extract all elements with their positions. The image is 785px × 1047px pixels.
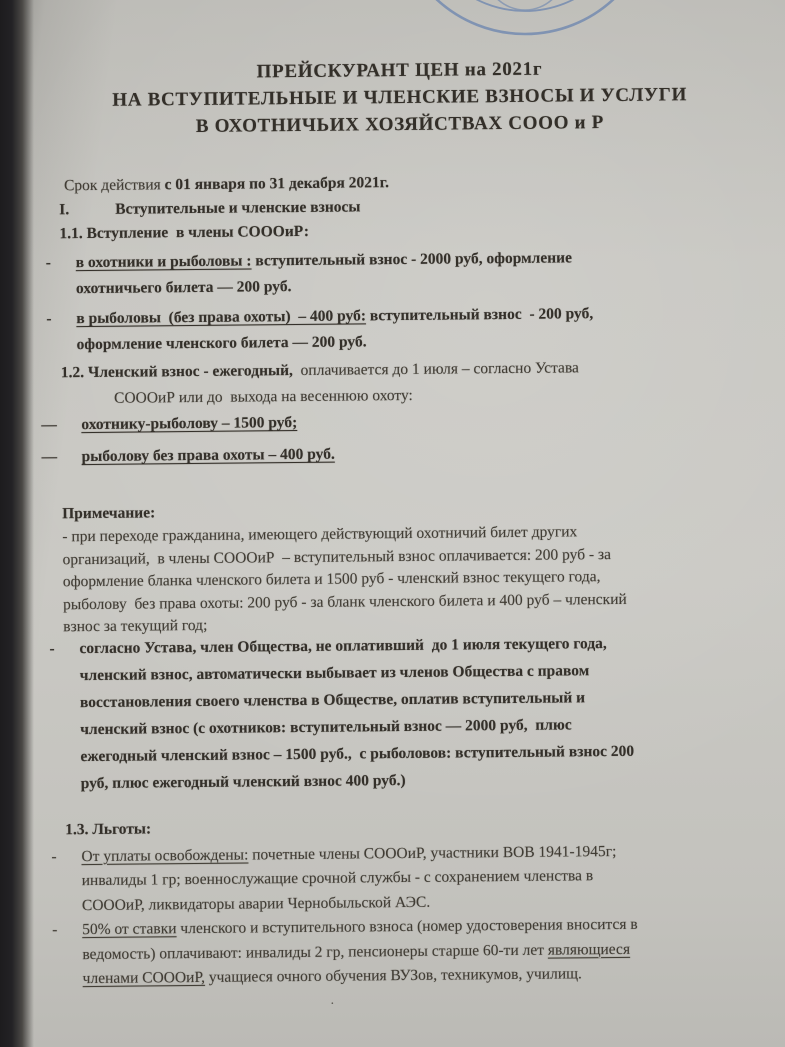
benefit-exempt xyxy=(51,838,749,918)
title-line-1: ПРЕЙСКУРАНТ ЦЕН на 2021г xyxy=(256,58,543,83)
text-line: - при переходе гражданина, имеющего действующий охотничий билет других xyxy=(62,523,578,546)
text-line: восстановления своего членства в Обществе, оплатив вступительный и xyxy=(79,688,586,711)
section-1-title: Вступительные и членские взносы xyxy=(115,198,361,218)
text-line: оформление членского билета — 200 руб. xyxy=(76,333,367,354)
clause-1-2-lead: 1.2. Членский взнос - ежегодный, xyxy=(60,362,293,382)
fee-item-text: охотнику-рыболову – 1500 руб; xyxy=(81,414,298,434)
bullet-hunters-fishers xyxy=(46,244,743,303)
text-line xyxy=(76,305,593,327)
title-line-2: НА ВСТУПИТЕЛЬНЫЕ И ЧЛЕНСКИЕ ВЗНОСЫ И УСЛУГИ xyxy=(112,84,688,111)
underlined-lead: 50% от ставки xyxy=(82,920,177,939)
clause-1-1: 1.1. Вступление в члены СОООиР: xyxy=(59,222,310,243)
dash-marker: — xyxy=(41,448,58,466)
bullet-marker: - xyxy=(51,847,57,865)
footer-mark: · xyxy=(330,997,335,1012)
text-line: СОООиР, ликвидаторы аварии Чернобыльской АЭС. xyxy=(81,893,431,914)
fee-item-text: рыболову без права охоты – 400 руб. xyxy=(81,445,335,466)
text-line: оформление бланка членского билета и 1500 руб - членский взнос текущего года, xyxy=(62,568,601,591)
text-line: СОООиР или до выхода на весеннюю охоту: xyxy=(113,386,413,407)
text-line: членский взнос, автоматически выбывает из членов Общества с правом xyxy=(79,661,590,684)
photo-edge-shadow xyxy=(0,0,34,1047)
text-line: руб, плюс ежегодный членский взнос 400 руб.) xyxy=(80,771,406,792)
bullet-marker: - xyxy=(52,921,58,939)
clause-1-3: 1.3. Льготы: xyxy=(65,819,152,838)
underlined-mid: являющиеся xyxy=(547,940,631,959)
text-line: инвалиды 1 гр; военнослужащие срочной службы - с сохранением членства в xyxy=(81,867,594,890)
line-rest: почетные члены СОООиР, участники ВОВ 1941-1945г; xyxy=(248,842,617,864)
validity-label: Срок действия xyxy=(63,176,161,195)
text-line xyxy=(81,842,616,864)
note-paragraph xyxy=(62,520,746,639)
text-line xyxy=(76,249,572,271)
text-line xyxy=(83,962,639,992)
document-title xyxy=(57,0,741,141)
underlined-lead: в рыболовы (без права охоты) – 400 руб: xyxy=(76,307,367,328)
bullet-marker: - xyxy=(45,254,52,272)
text-line: охотничьего билета — 200 руб. xyxy=(75,278,292,298)
dash-marker: — xyxy=(41,416,57,434)
underlined-lead: От уплаты освобождены: xyxy=(81,846,249,865)
line-rest: членского и вступительного взноса (номер удостоверения вносится в xyxy=(176,915,638,938)
document-content xyxy=(41,0,749,992)
line-rest: вступительный взнос - 2000 руб, оформление xyxy=(251,249,572,270)
clause-1-2 xyxy=(61,354,744,413)
clause-1-2-rest: оплачивается до 1 июля – согласно Устава xyxy=(292,359,579,380)
validity-value: с 01 января по 31 декабря 2021г. xyxy=(160,174,390,194)
underlined-lead: членами СОООиР, xyxy=(82,968,206,988)
line-rest: вступительный взнос - 200 руб, xyxy=(365,305,594,325)
bullet-marker: - xyxy=(46,310,52,328)
text-line xyxy=(82,916,638,938)
fee-item-fisher-no-hunt xyxy=(42,438,745,470)
fee-item-hunter-fisher xyxy=(41,406,744,438)
line-rest: учащиеся очного обучения ВУЗов, техникумов, училищ. xyxy=(204,965,582,986)
line-lead: ведомость) оплачивают: инвалиды 2 гр, пенсионеры старше 60-ти лет xyxy=(82,941,548,963)
bullet-marker: - xyxy=(49,639,55,657)
benefit-discount xyxy=(52,912,750,992)
text-line: членский взнос (с охотников: вступительный взнос — 2000 руб, плюс xyxy=(80,715,572,738)
benefit-text xyxy=(82,913,638,992)
note-heading: Примечание: xyxy=(62,504,156,523)
bullet-fishers-only xyxy=(46,300,743,359)
bullet-text xyxy=(76,301,593,358)
underlined-lead: в охотники и рыболовы : xyxy=(75,252,252,272)
charter-text xyxy=(79,629,634,796)
section-1-number: I. xyxy=(59,201,70,219)
text-line: взнос за текущий год; xyxy=(63,616,208,636)
benefit-text xyxy=(81,839,617,918)
text-line: организаций, в члены СОООиР – вступительный взнос оплачивается: 200 руб - за xyxy=(62,545,612,568)
title-line-3: В ОХОТНИЧЬИХ ХОЗЯЙСТВАХ СООО и Р xyxy=(195,112,605,137)
text-line: согласно Устава, член Общества, не оплативший до 1 июля текущего года, xyxy=(79,634,607,657)
text-line: рыболову без права охоты: 200 руб - за бланк членского билета и 400 руб – членский xyxy=(62,590,627,613)
bullet-text xyxy=(76,245,573,302)
charter-paragraph xyxy=(49,628,748,797)
text-line: ежегодный членский взнос – 1500 руб., с рыболовов: вступительный взнос 200 xyxy=(80,742,635,765)
